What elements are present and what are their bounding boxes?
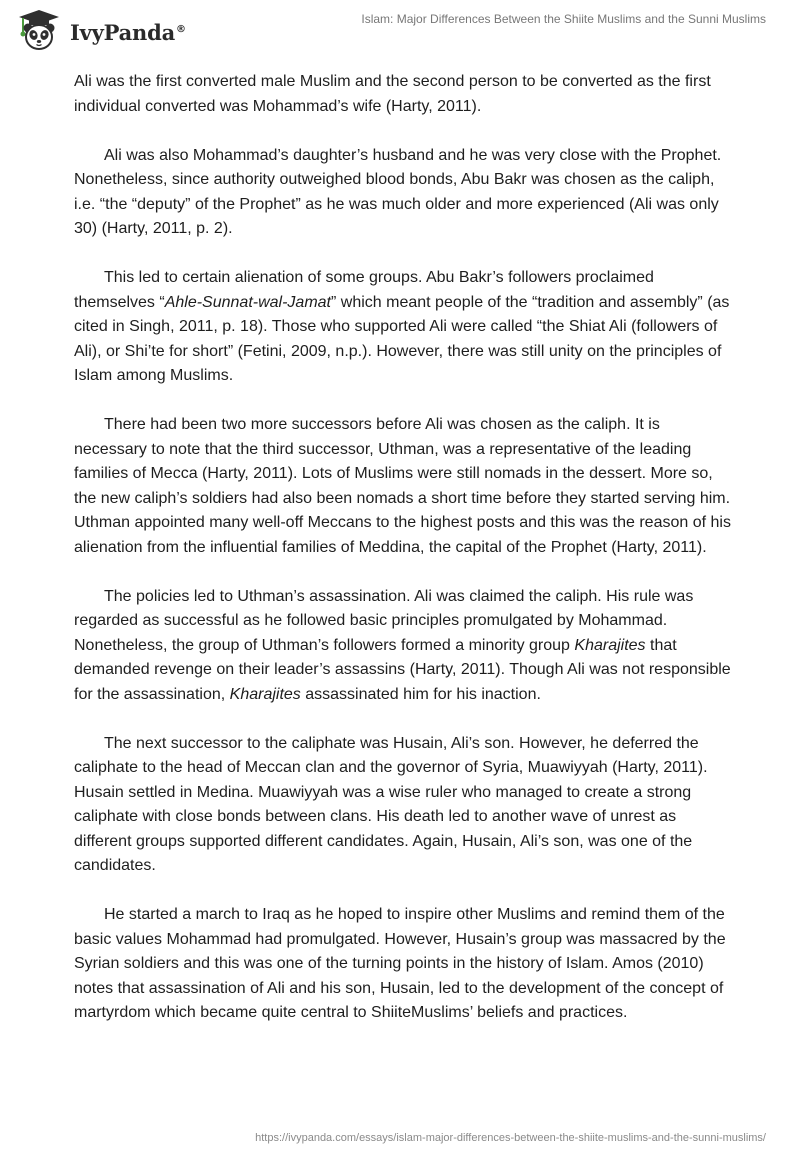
italic-term: Ahle-Sunnat-wal-Jamat bbox=[164, 293, 331, 311]
paragraph-text: ” which meant people of the “tradition and assembly” (as cited in Singh, 2011, p. 18). Those who supported Ali were called “the Shiat Ali (followers of Ali), or Shi’te for short” (Fetini, 2009, n.p.). However, there was still unity on the principles of Islam among Muslims. bbox=[74, 293, 730, 384]
paragraph-text: that demanded revenge on their leader’s assassins (Harty, 2011). Though Ali was not responsible for the assassination, bbox=[74, 636, 731, 703]
paragraph-text: Ali was also Mohammad’s daughter’s husband and he was very close with the Prophet. Nonetheless, since authority outweighed blood bonds, Abu Bakr was chosen as the caliph, i.e. “the “deputy” of the Prophet” as he was much older and more experienced (Ali was only 30) (Harty, 2011, p. 2). bbox=[74, 146, 722, 237]
paragraph-text: The next successor to the caliphate was Husain, Ali’s son. However, he deferred the caliphate to the head of Meccan clan and the governor of Syria, Muawiyyah (Harty, 2011). Husain settled in Medina. Muawiyyah was a wise ruler who managed to create a strong caliphate with close bonds between clans. His death led to another wave of unrest as different groups supported different candidates. Again, Husain, Ali’s son, was one of the candidates. bbox=[74, 734, 708, 874]
source-url-link[interactable]: https://ivypanda.com/essays/islam-major-differences-between-the-shiite-muslims-and-the-sunni-muslims/ bbox=[255, 1132, 766, 1144]
italic-term: Kharajites bbox=[574, 636, 646, 654]
paragraph-text: assassinated him for his inaction. bbox=[300, 685, 541, 703]
paragraph-text: He started a march to Iraq as he hoped to inspire other Muslims and remind them of the basic values Mohammad had promulgated. However, Husain’s group was massacred by the Syrian soldiers and this was one of the turning points in the history of Islam. Amos (2010) notes that assassination of Ali and his son, Husain, led to the development of the concept of martyrdom which became quite central to ShiiteMuslims’ beliefs and practices. bbox=[74, 906, 726, 1021]
essay-paragraph bbox=[74, 903, 734, 1026]
paragraph-text: The policies led to Uthman’s assassination. Ali was claimed the caliph. His rule was regarded as successful as he followed basic principles promulgated by Mohammad. Nonetheless, the group of Uthman’s followers formed a minority group bbox=[74, 587, 694, 654]
essay-paragraph bbox=[74, 144, 734, 242]
paragraph-text: This led to certain alienation of some groups. Abu Bakr’s followers proclaimed themselves “ bbox=[74, 269, 654, 311]
ivypanda-logo-link[interactable] bbox=[14, 8, 186, 52]
essay-paragraph bbox=[74, 70, 734, 119]
essay-body bbox=[74, 70, 734, 1050]
essay-paragraph bbox=[74, 413, 734, 560]
running-title: Islam: Major Differences Between the Shiite Muslims and the Sunni Muslims bbox=[361, 12, 766, 26]
logo-wordmark bbox=[70, 20, 186, 45]
logo-name: IvyPanda bbox=[70, 19, 176, 45]
panda-graduation-cap-icon bbox=[14, 8, 64, 52]
paragraph-text: Ali was the first converted male Muslim and the second person to be converted as the first individual converted was Mohammad’s wife (Harty, 2011). bbox=[74, 73, 711, 115]
essay-paragraph bbox=[74, 732, 734, 879]
registered-mark: ® bbox=[176, 23, 186, 35]
italic-term: Kharajites bbox=[229, 685, 301, 703]
essay-paragraph bbox=[74, 266, 734, 389]
essay-paragraph bbox=[74, 585, 734, 708]
page-header bbox=[0, 0, 800, 60]
paragraph-text: There had been two more successors before Ali was chosen as the caliph. It is necessary to note that the third successor, Uthman, was a representative of the leading families of Mecca (Harty, 2011). Lots of Muslims were still nomads in the dessert. More so, the new caliph’s soldiers had also been nomads a short time before they started serving him. Uthman appointed many well-off Meccans to the highest posts and this was the reason of his alienation from the influential families of Meddina, the capital of the Prophet (Harty, 2011). bbox=[74, 416, 731, 556]
